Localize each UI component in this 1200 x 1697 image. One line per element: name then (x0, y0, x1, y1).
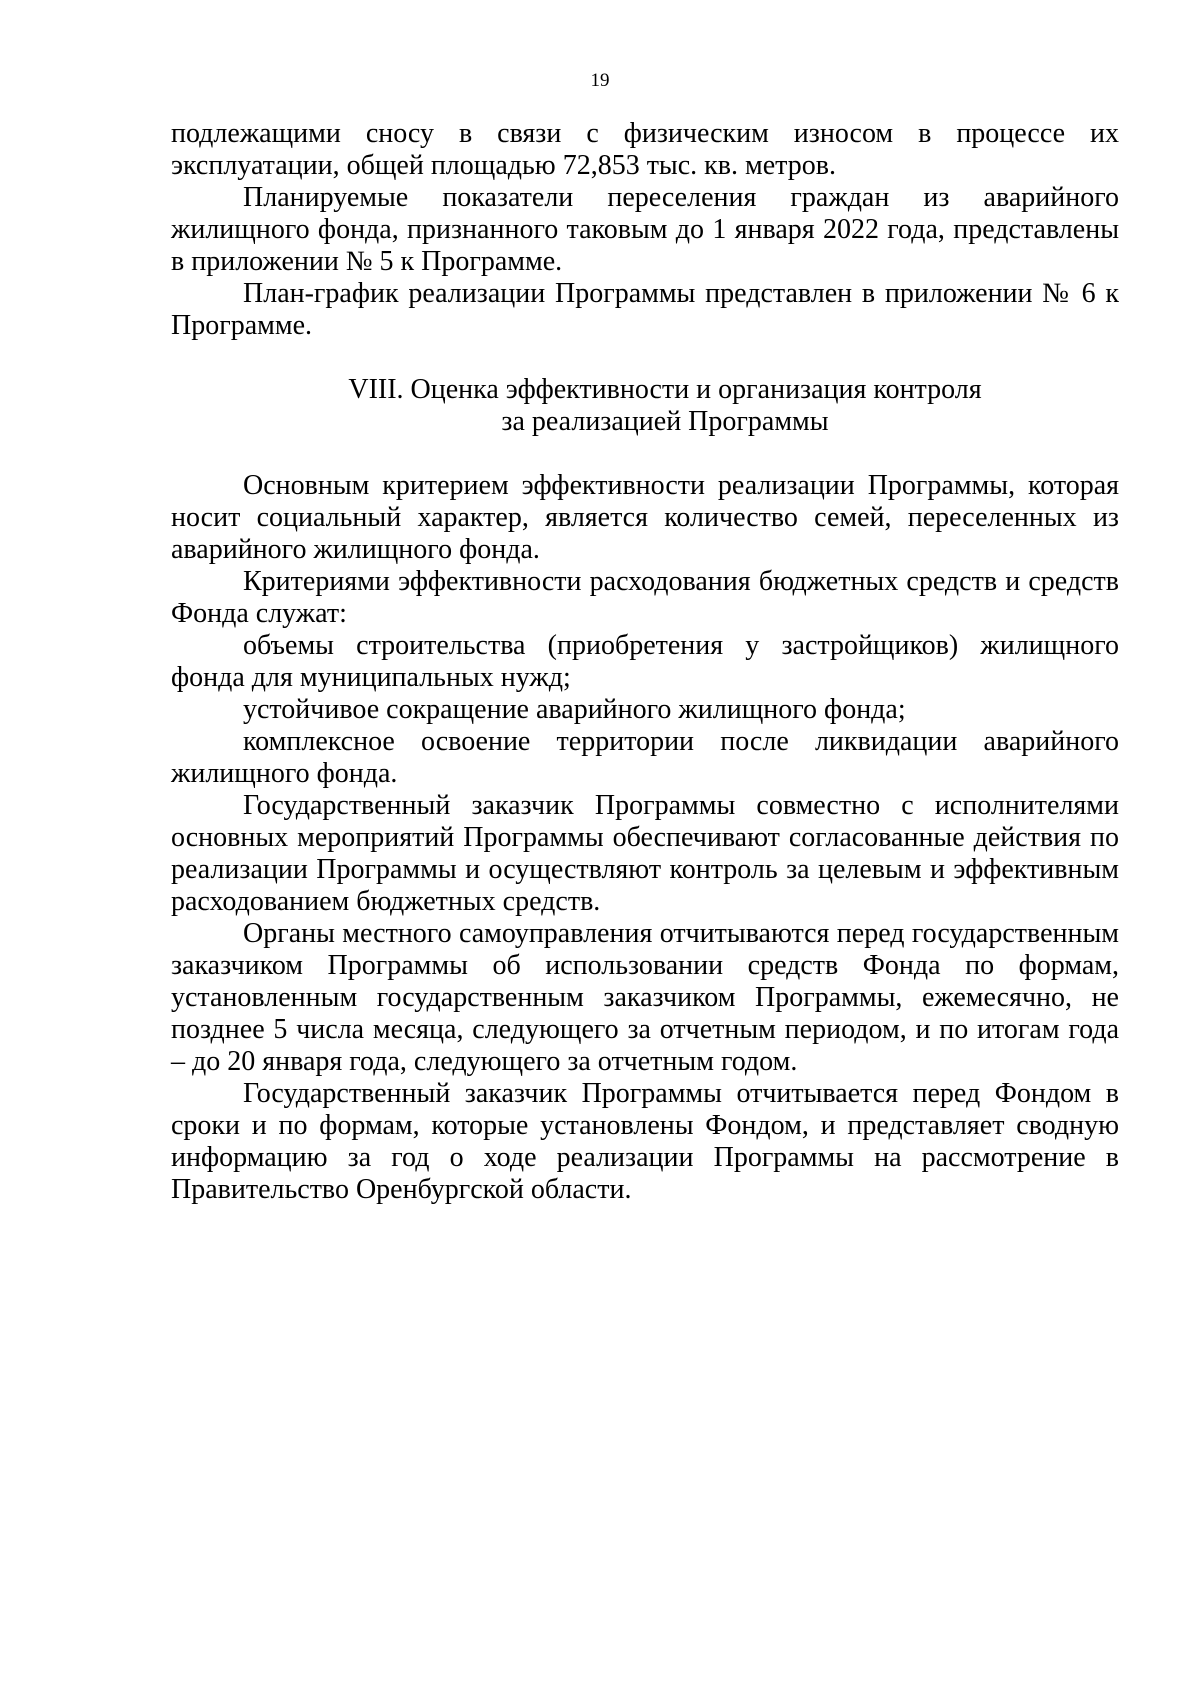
paragraph-criterion-territory: комплексное освоение территории после ликвидации аварийного жилищного фонда. (171, 726, 1119, 789)
paragraph-efficiency-criteria: Критериями эффективности расходования бюджетных средств и средств Фонда служат: (171, 566, 1119, 629)
section-heading-line-1: VIII. Оценка эффективности и организация контроля (348, 374, 982, 405)
paragraph-criterion-construction: объемы строительства (приобретения у застройщиков) жилищного фонда для муниципальных нужд; (171, 630, 1119, 693)
section-heading-line-2: за реализацией Программы (501, 406, 829, 437)
paragraph-continuation: подлежащими сносу в связи с физическим износом в процессе их эксплуатации, общей площадью 72,853 тыс. кв. метров. (171, 118, 1119, 181)
paragraph-resettlement-indicators: Планируемые показатели переселения граждан из аварийного жилищного фонда, признанного таковым до 1 января 2022 года, представлены в приложении № 5 к Программе. (171, 182, 1119, 277)
paragraph-schedule: План-график реализации Программы представлен в приложении № 6 к Программе. (171, 278, 1119, 341)
section-heading (171, 374, 1119, 438)
paragraph-state-customer-reports: Государственный заказчик Программы отчитывается перед Фондом в сроки и по формам, которые установлены Фондом, и представляет сводную информацию за год о ходе реализации Программы на рассмотрение в Правительство Оренбургской области. (171, 1078, 1119, 1205)
paragraph-state-customer-control: Государственный заказчик Программы совместно с исполнителями основных мероприятий Программы обеспечивают согласованные действия по реализации Программы и осуществляют контроль за целевым и эффективным расходованием бюджетных средств. (171, 790, 1119, 917)
paragraph-main-criterion: Основным критерием эффективности реализации Программы, которая носит социальный характер, является количество семей, переселенных из аварийного жилищного фонда. (171, 470, 1119, 565)
paragraph-criterion-reduction: устойчивое сокращение аварийного жилищного фонда; (243, 694, 906, 725)
paragraph-local-government-reports: Органы местного самоуправления отчитываются перед государственным заказчиком Программы об использовании средств Фонда по формам, установленным государственным заказчиком Программы, ежемесячно, не позднее 5 числа месяца, следующего за отчетным периодом, и по итогам года – до 20 января года, следующего за отчетным годом. (171, 918, 1119, 1077)
page-number: 19 (590, 70, 610, 91)
document-body (171, 118, 1119, 1206)
